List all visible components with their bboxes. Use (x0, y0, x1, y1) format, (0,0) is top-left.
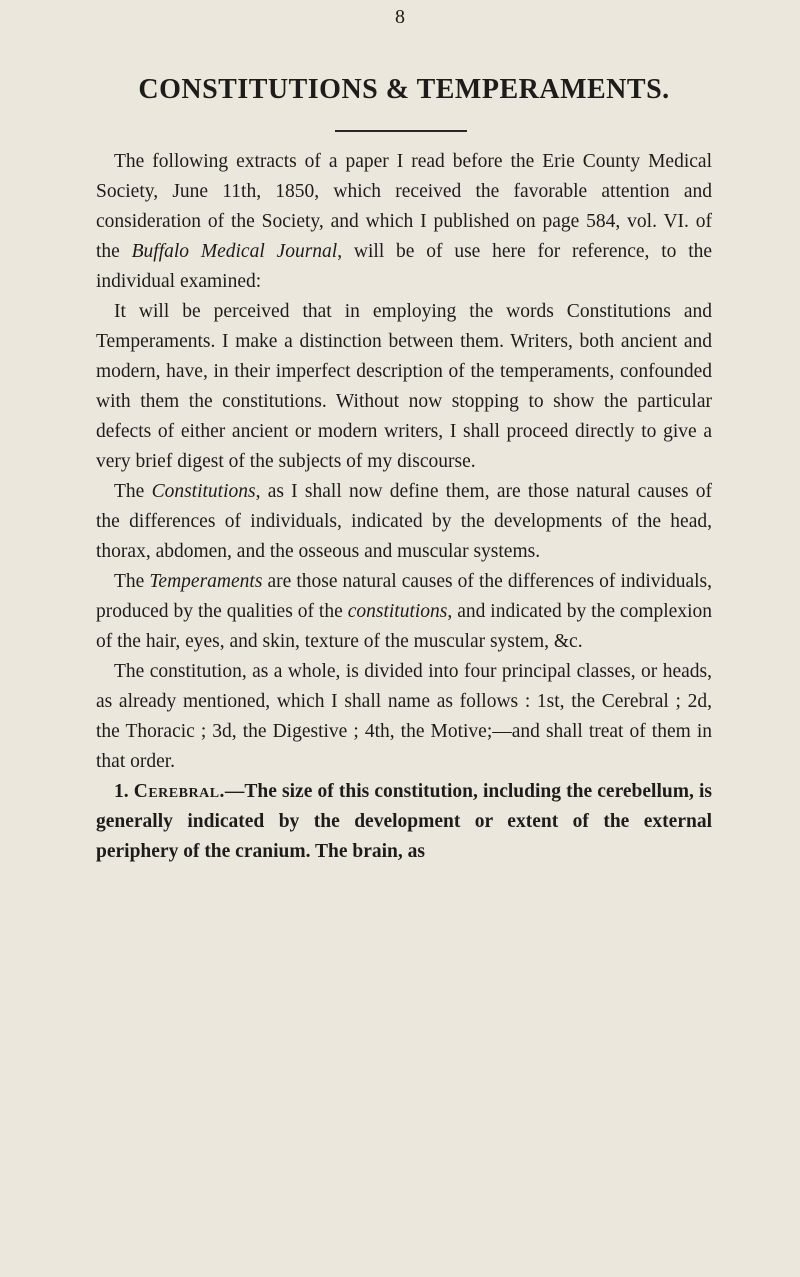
section-number: 1. (114, 781, 134, 802)
paragraph-cerebral (96, 777, 712, 867)
term-constitutions: Constitutions (151, 481, 256, 502)
paragraph-text: The (114, 481, 152, 502)
paragraph-text: , and indicated by the complexion of the hair, eyes, and skin, texture of the muscular system, &c. (96, 601, 712, 652)
body-text (96, 147, 712, 867)
paragraph-constitutions-definition (96, 477, 712, 567)
paragraph-text: The following extracts of a paper I read before the Erie County Medical Society, June 11th, 1850, which received the favorable attention and consideration of the Society, and which I published on page 584, vol. VI. of the (96, 151, 712, 262)
paragraph-text: —The size of this constitution, including the cerebellum, is generally indicated by the development or extent of the external periphery of the cranium. The brain, as (96, 781, 712, 862)
term-constitutions: constitutions (347, 601, 448, 622)
title-rule (335, 130, 467, 132)
term-temperaments: Temperaments (149, 571, 263, 592)
page-title: CONSTITUTIONS & TEMPERAMENTS. (138, 74, 670, 105)
paragraph-temperaments-definition (96, 567, 712, 657)
paragraph-introduction (96, 147, 712, 297)
paragraph-text: The (114, 571, 150, 592)
paragraph-classes: The constitution, as a whole, is divided into four principal classes, or heads, as already mentioned, which I shall name as follows : 1st, the Cerebral ; 2d, the Thoracic ; 3d, the Digestive ; 4th, the Motive;—and shall treat of them in that order. (96, 661, 712, 772)
paragraph-text: are those natural causes of the differences of individuals, produced by the qualities of the (96, 571, 712, 622)
paragraph-text: , as I shall now define them, are those natural causes of the differences of individuals, indicated by the developments of the head, thorax, abdomen, and the osseous and muscular systems. (96, 481, 712, 562)
page-number: 8 (395, 6, 405, 28)
section-heading-cerebral: Cerebral. (133, 781, 225, 802)
journal-title: Buffalo Medical Journal (131, 241, 338, 262)
paragraph-text: , will be of use here for reference, to the individual examined: (96, 241, 713, 292)
paragraph-distinction: It will be perceived that in employing the words Constitutions and Temperaments. I make a distinction between them. Writers, both ancient and modern, have, in their imperfect description of the temperaments, confounded with them the constitutions. Without now stopping to show the particular defects of either ancient or modern writers, I shall proceed directly to give a very brief digest of the subjects of my discourse. (96, 301, 712, 472)
